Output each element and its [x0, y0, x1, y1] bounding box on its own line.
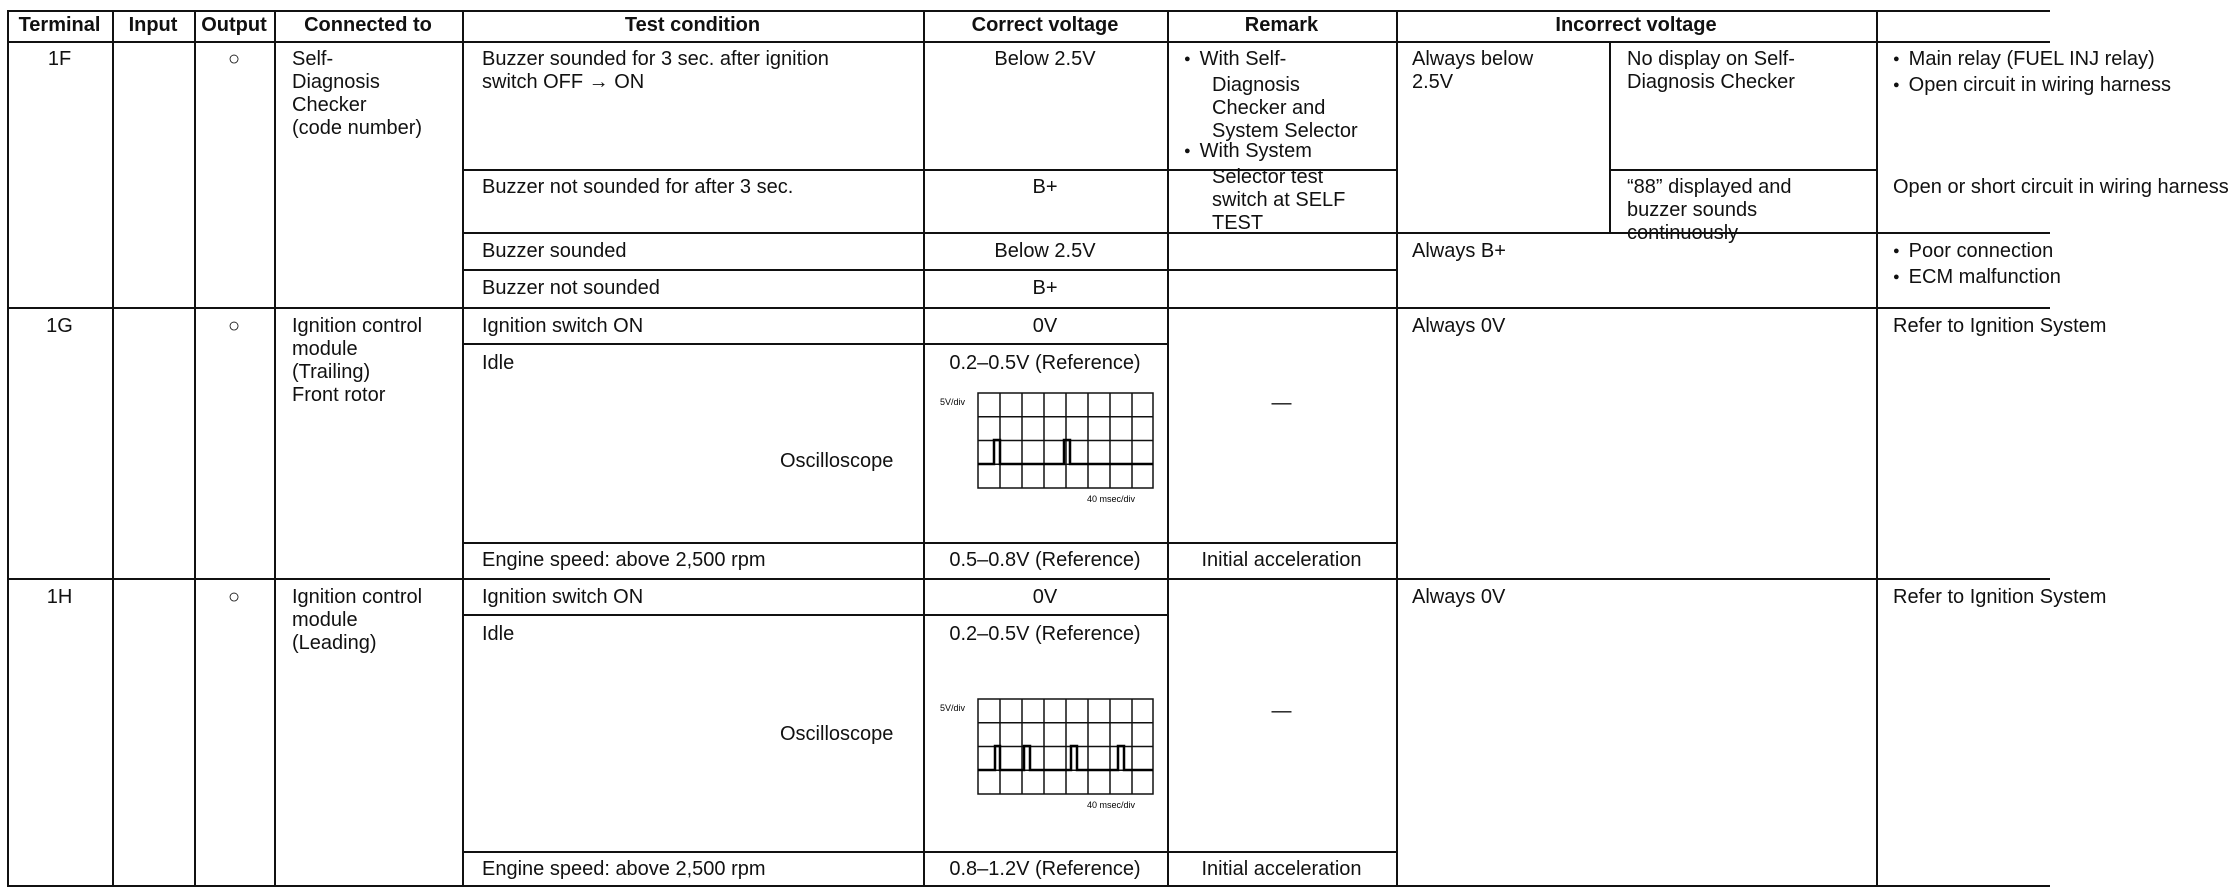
scope-x-scale-1g: 40 msec/div [1087, 494, 1136, 504]
action-1h-refer-ignition: Refer to Ignition System [1893, 586, 2107, 608]
header-incorrect-voltage: Incorrect voltage [1555, 14, 1717, 36]
remark-1f-self-diagnosis: ● With Self- Diagnosis Checker and System Selector [1184, 48, 1358, 143]
action-open-short-circuit: Open or short circuit in wiring harness [1893, 176, 2229, 198]
remark-1g-initial-acceleration: Initial acceleration [1201, 549, 1362, 571]
condition-buzzer-sounded: Buzzer sounded [482, 240, 627, 262]
remark-1h-initial-acceleration: Initial acceleration [1201, 858, 1362, 880]
voltage-buzzer-not-sounded: B+ [1032, 277, 1058, 299]
voltage-1g-ignition-on: 0V [1032, 315, 1058, 337]
output-mark-1h: ○ [227, 586, 241, 608]
incorrect-always-b-plus: Always B+ [1412, 240, 1506, 262]
connected-to-1f: Self- Diagnosis Checker (code number) [292, 48, 423, 139]
header-test-condition: Test condition [624, 14, 761, 36]
connected-to-1g: Ignition control module (Trailing) Front rotor [292, 315, 423, 406]
voltage-buzzer-3sec: Below 2.5V [994, 48, 1096, 70]
condition-buzzer-not-3sec: Buzzer not sounded for after 3 sec. [482, 176, 794, 198]
oscilloscope-label-1g: Oscilloscope [780, 450, 894, 472]
action-1g-refer-ignition: Refer to Ignition System [1893, 315, 2107, 337]
condition-1g-idle: Idle [482, 352, 515, 374]
scope-y-scale-1h: 5V/div [940, 703, 966, 713]
condition-buzzer-3sec: Buzzer sounded for 3 sec. after ignition switch OFF → ON [482, 48, 829, 93]
condition-1g-ignition-on: Ignition switch ON [482, 315, 644, 337]
action-main-relay: ● Main relay (FUEL INJ relay) ● Open circuit in wiring harness [1893, 48, 2171, 100]
remark-1g-dash: — [1271, 392, 1292, 414]
header-output: Output [201, 14, 267, 36]
incorrect-1h-always-0v: Always 0V [1412, 586, 1506, 608]
header-terminal: Terminal [18, 14, 101, 36]
voltage-buzzer-sounded: Below 2.5V [994, 240, 1096, 262]
incorrect-1g-always-0v: Always 0V [1412, 315, 1506, 337]
terminal-1h: 1H [46, 586, 73, 608]
scope-x-scale-1h: 40 msec/div [1087, 800, 1136, 810]
output-mark-1g: ○ [227, 315, 241, 337]
remark-1f-system-selector: ● With System Selector test switch at SELF TEST [1184, 140, 1345, 235]
remark-1h-dash: — [1271, 700, 1292, 722]
header-input: Input [128, 14, 178, 36]
oscilloscope-waveform-1h [940, 694, 1160, 812]
terminal-1f: 1F [47, 48, 72, 70]
scope-grid-1h [978, 699, 1153, 794]
scope-y-scale-1g: 5V/div [940, 397, 966, 407]
voltage-1h-ignition-on: 0V [1032, 586, 1058, 608]
output-mark-1f: ○ [227, 48, 241, 70]
incorrect-always-below: Always below 2.5V [1412, 48, 1534, 93]
voltage-buzzer-not-3sec: B+ [1032, 176, 1058, 198]
header-correct-voltage: Correct voltage [971, 14, 1119, 36]
symptom-88-displayed: “88” displayed and buzzer sounds continuously [1627, 176, 1792, 244]
condition-1h-ignition-on: Ignition switch ON [482, 586, 644, 608]
symptom-no-display: No display on Self- Diagnosis Checker [1627, 48, 1795, 93]
header-remark: Remark [1244, 14, 1319, 36]
connected-to-1h: Ignition control module (Leading) [292, 586, 423, 654]
action-poor-connection: ● Poor connection ● ECM malfunction [1893, 240, 2061, 292]
condition-1h-idle: Idle [482, 623, 515, 645]
voltage-1g-idle: 0.2–0.5V (Reference) [949, 352, 1141, 374]
voltage-1h-engine-speed: 0.8–1.2V (Reference) [949, 858, 1141, 880]
voltage-1g-engine-speed: 0.5–0.8V (Reference) [949, 549, 1141, 571]
oscilloscope-label-1h: Oscilloscope [780, 723, 894, 745]
header-connected-to: Connected to [304, 14, 432, 36]
condition-buzzer-not-sounded: Buzzer not sounded [482, 277, 660, 299]
condition-1h-engine-speed: Engine speed: above 2,500 rpm [482, 858, 766, 880]
voltage-1h-idle: 0.2–0.5V (Reference) [949, 623, 1141, 645]
terminal-1g: 1G [46, 315, 73, 337]
oscilloscope-waveform-1g [940, 388, 1160, 506]
condition-1g-engine-speed: Engine speed: above 2,500 rpm [482, 549, 766, 571]
